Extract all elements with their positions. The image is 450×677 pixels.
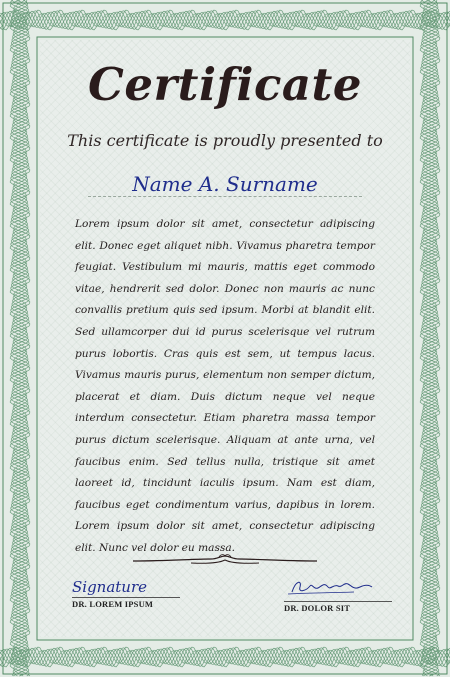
certificate-title: Certificate xyxy=(88,58,362,111)
signatory-name-left: DR. LOREM IPSUM xyxy=(72,599,154,609)
signature-block-right xyxy=(284,578,404,613)
certificate-body: Lorem ipsum dolor sit amet, consectetur adipiscing elit. Donec eget aliquet nibh. Vivamus pharetra tempor feugiat. Vestibulum mi mauris, mattis eget commodo vitae, hendrerit sed dolor. Donec non mauris ac nunc convallis pretium quis sed ipsum. Morbi at blandit elit. Sed ullamcorper dui id purus scelerisque vel rutrum purus lobortis. Cras quis est sem, ut tempus lacus. Vivamus mauris purus, elementum non semper dictum, placerat et diam. Duis dictum neque vel neque interdum consectetur. Etiam pharetra massa tempor purus dictum scelerisque. Aliquam at ante urna, vel faucibus enim. Sed tellus nulla, tristique sit amet laoreet id, tincidunt iaculis ipsum. Nam est diam, faucibus eget condimentum varius, dapibus in lorem. Lorem ipsum dolor sit amet, consectetur adipiscing elit. Nunc vel dolor eu massa. xyxy=(75,218,375,554)
name-underline xyxy=(88,196,362,197)
signature-script-left: Signature xyxy=(72,578,148,596)
handwritten-signature-right xyxy=(284,578,394,596)
signature-line-left xyxy=(72,597,180,598)
divider-ornament xyxy=(131,553,319,567)
signature-block-left xyxy=(72,578,192,609)
presented-to-text: This certificate is proudly presented to xyxy=(67,131,383,150)
signature-line-right xyxy=(284,601,392,602)
signatory-name-right: DR. DOLOR SIT xyxy=(284,603,351,613)
recipient-name: Name A. Surname xyxy=(132,172,318,196)
